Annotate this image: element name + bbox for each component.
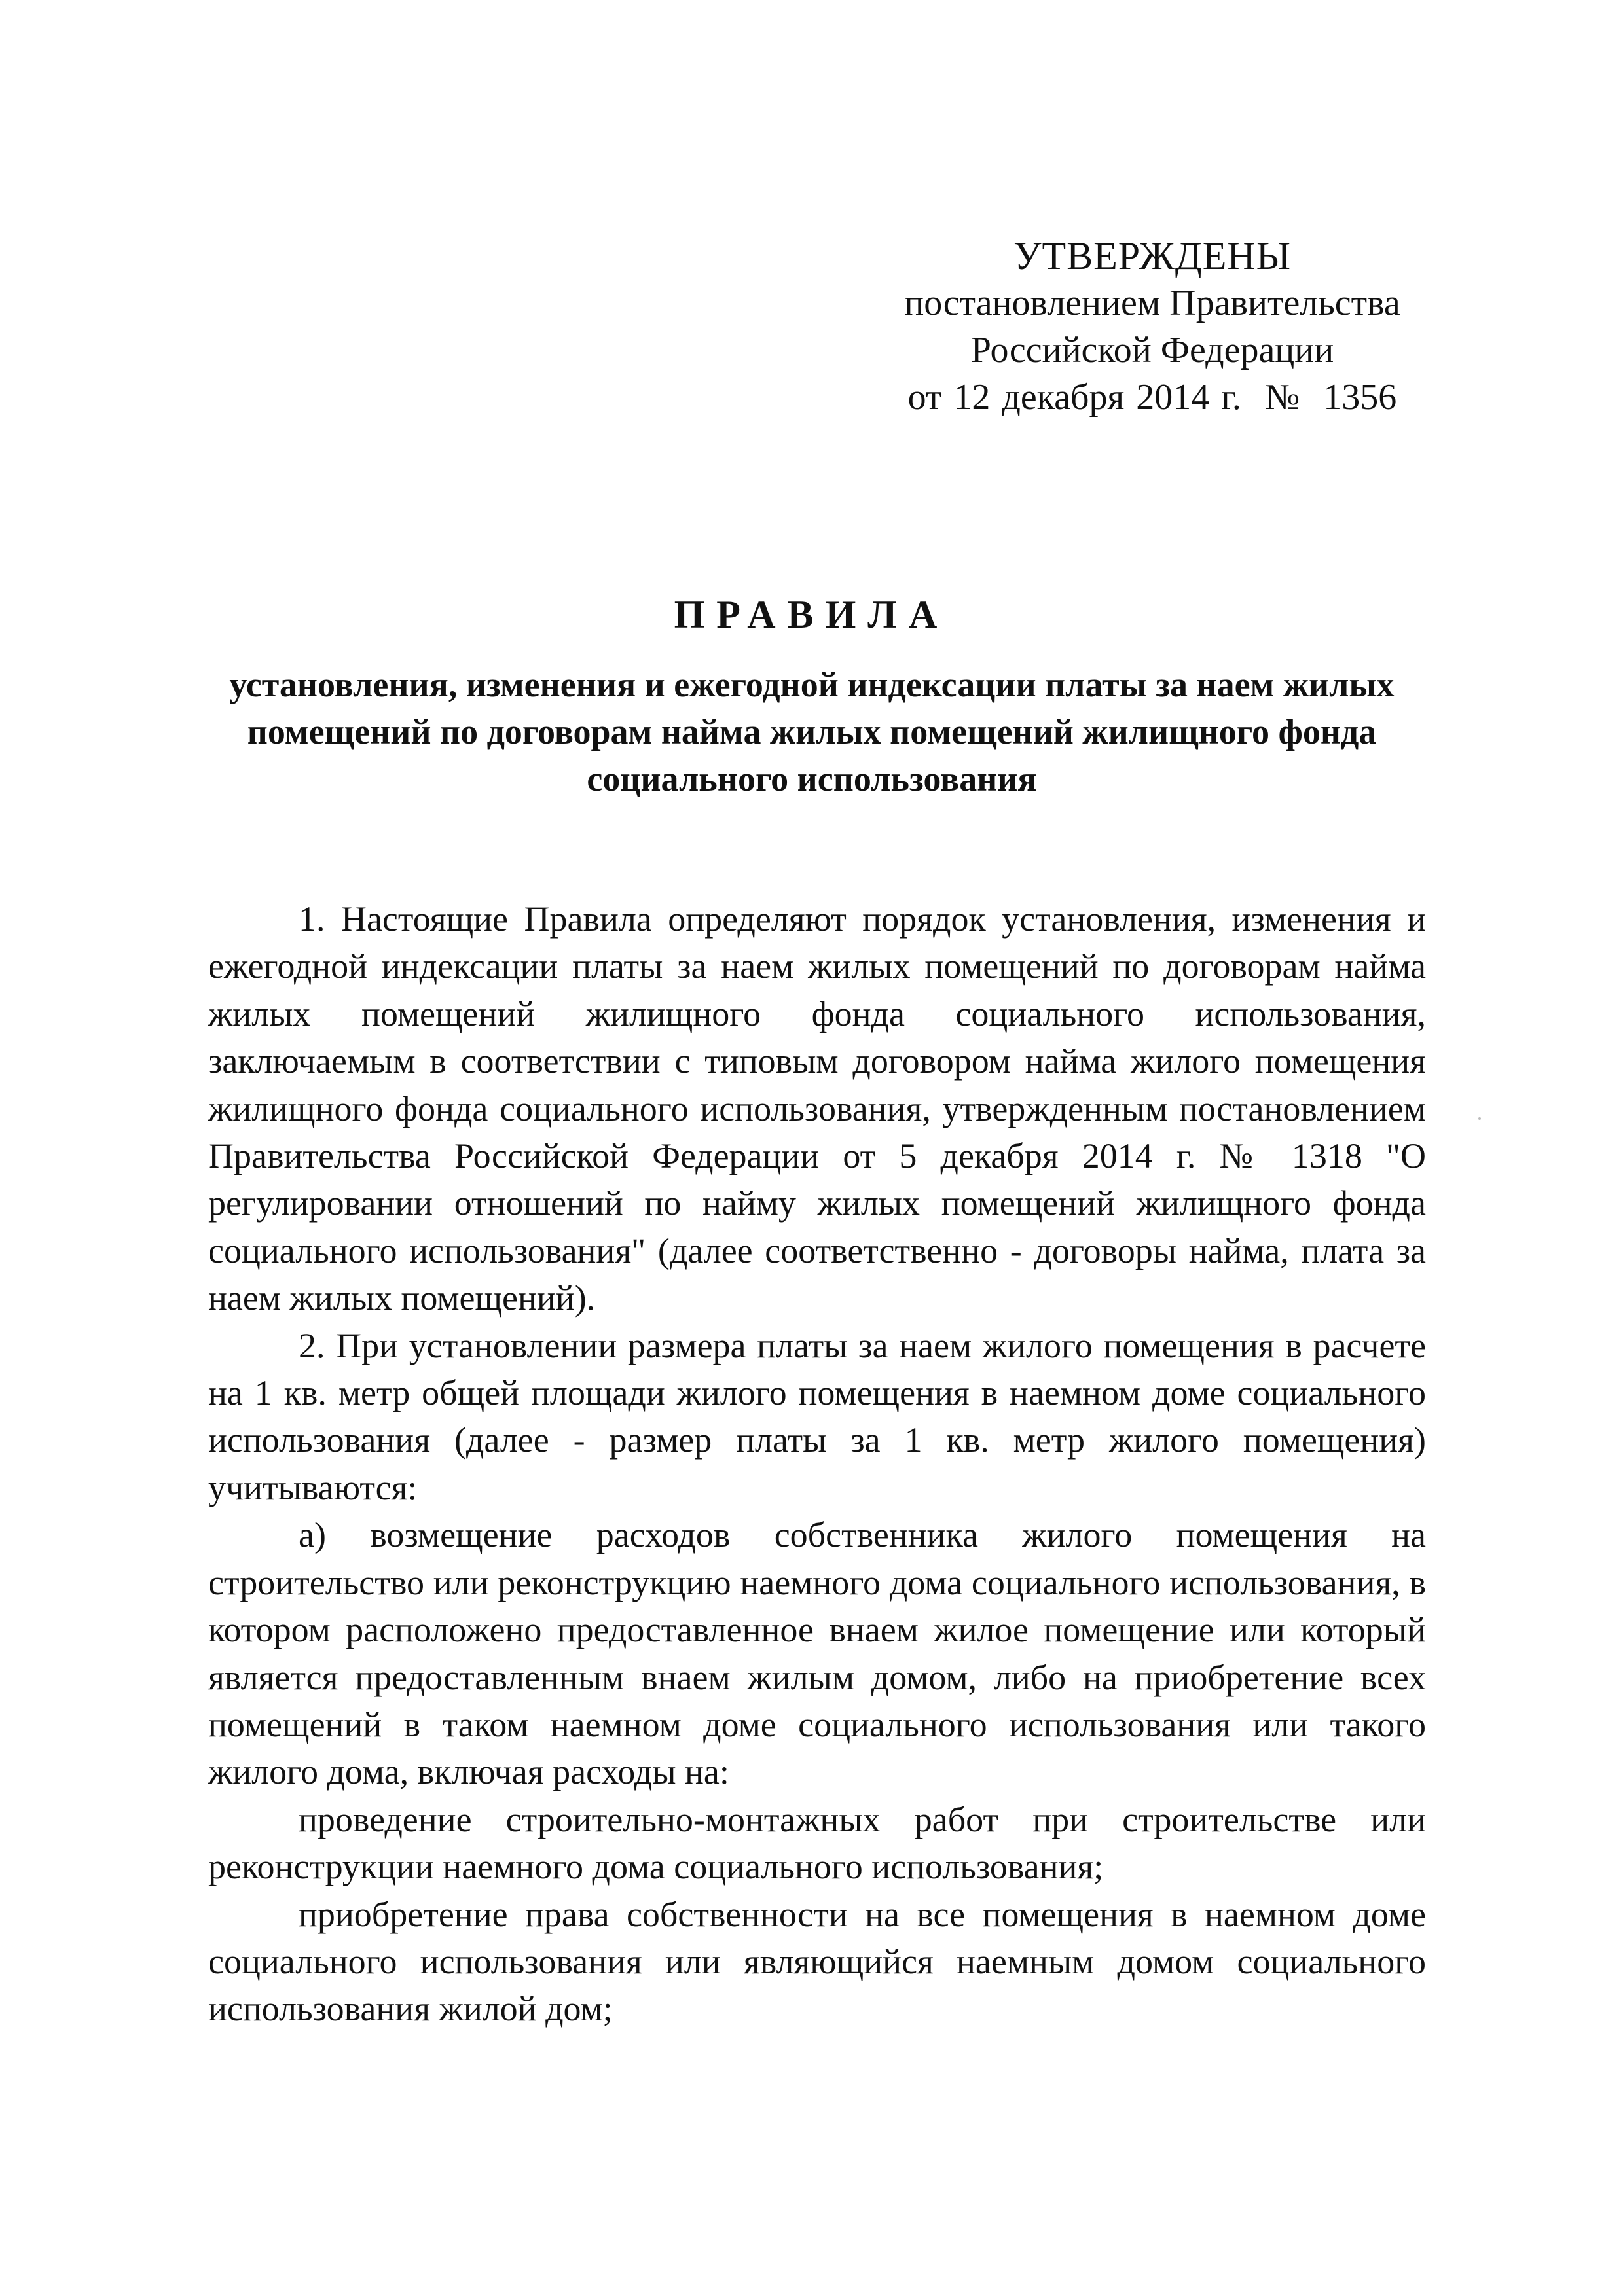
approval-line-2: Российской Федерации [970,330,1334,370]
approval-block [871,232,1434,421]
scan-speck [1478,1117,1481,1120]
document-title: ПРАВИЛА [674,593,949,636]
approval-line-1: постановлением Правительства [904,283,1400,323]
approval-heading: УТВЕРЖДЕНЫ [1013,234,1292,278]
document-body [208,895,1426,2033]
approval-date-number: от 12 декабря 2014 г. № 1356 [907,377,1397,418]
document-subtitle: установления, изменения и ежегодной индексации платы за наем жилых помещений по договорам найма жилых помещений жилищного фонда социального использования [229,665,1395,798]
paragraph-2a-item-2: приобретение права собственности на все помещения в наемном доме социального использования или являющийся наемным домом социального использования жилой дом; [208,1894,1426,2029]
paragraph-2a: а) возмещение расходов собственника жилого помещения на строительство или реконструкцию наемного дома социального использования, в котором расположено предоставленное внаем жилое помещение или который является предоставленным внаем жилым домом, либо на приобретение всех помещений в таком наемном доме социального использования или такого жилого дома, включая расходы на: [208,1515,1426,1792]
paragraph-2: 2. При установлении размера платы за наем жилого помещения в расчете на 1 кв. метр общей площади жилого помещения в наемном доме социального использования (далее - размер платы за 1 кв. метр жилого помещения) учитываются: [208,1325,1426,1507]
paragraph-1: 1. Настоящие Правила определяют порядок установления, изменения и ежегодной индексации платы за наем жилых помещений по договорам найма жилых помещений жилищного фонда социального использования, заключаемым в соответствии с типовым договором найма жилого помещения жилищного фонда социального использования, утвержденным постановлением Правительства Российской Федерации от 5 декабря 2014 г. № 1318 "О регулировании отношений по найму жилых помещений жилищного фонда социального использования" (далее соответственно - договоры найма, плата за наем жилых помещений). [208,899,1426,1318]
paragraph-2a-item-1: проведение строительно-монтажных работ при строительстве или реконструкции наемного дома социального использования; [208,1799,1426,1887]
